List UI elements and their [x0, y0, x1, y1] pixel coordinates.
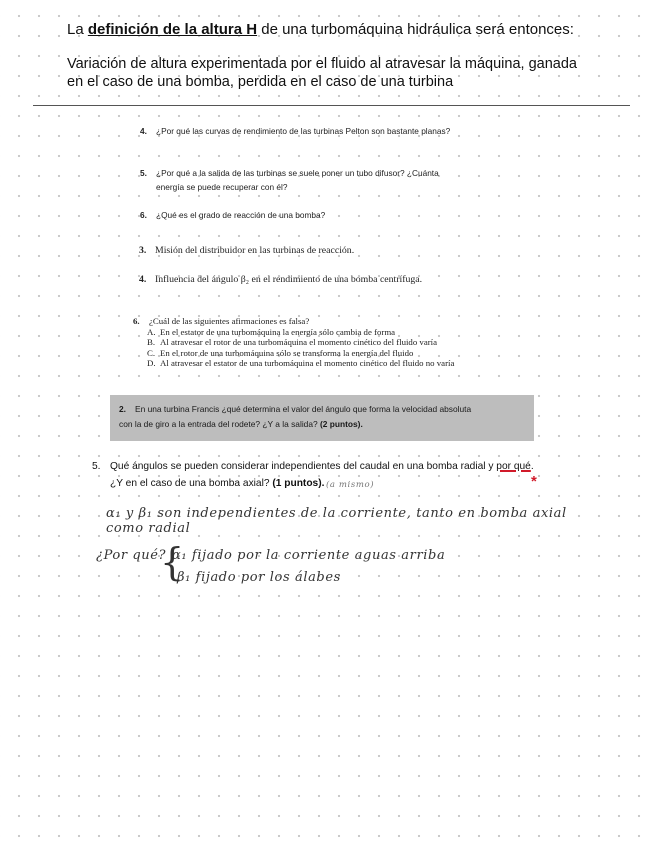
handwritten-reason-2: β₁ fijado por los álabes — [177, 570, 341, 585]
handwritten-reason-1: α₁ fijado por la corriente aguas arriba — [172, 548, 446, 563]
underlined-por-que: por qué — [496, 461, 531, 472]
handwritten-why: ¿Por qué? — [96, 548, 167, 563]
mc-options — [133, 327, 533, 369]
question-5-angles: 5. Qué ángulos se pueden considerar independientes del caudal en una bomba radial y por qué. ¿Y en el caso de una bomba axial? (1 puntos). — [92, 461, 534, 489]
mc-option: D. Al atravesar el estator de una turbomáquina el momento cinético del fluido no varía — [147, 358, 455, 368]
mc-option: B. Al atravesar el rotor de una turbomáquina el momento cinético del fluido varía — [147, 337, 438, 347]
mc-option: C. En el rotor de una turbomáquina sólo se transforma la energía del fluido — [147, 347, 414, 358]
handwritten-answer-line-1: α₁ y β₁ son independientes de la corriente, tanto en bomba axial — [106, 506, 567, 521]
title-prefix: La — [67, 21, 88, 38]
question-4-beta2: 4. Influencia del ángulo β₂ en el rendimiento de una bomba centrífuga. — [139, 274, 423, 285]
question-2-highlighted: 2. En una turbina Francis ¿qué determina el valor del ángulo que forma la velocidad absoluta con la de giro a la entrada del rodete? ¿Y a la salida? (2 puntos). — [110, 395, 534, 441]
page-title — [67, 20, 574, 39]
title-keyword: definición de la altura H — [87, 21, 258, 38]
mc-option: A. En el estator de una turbomáquina la energía sólo cambia de forma — [147, 326, 396, 337]
mc-stem: 6. ¿Cuál de las siguientes afirmaciones es falsa? — [133, 316, 310, 326]
question-4: 4. ¿Por qué las curvas de rendimiento de las turbinas Pelton son bastante planas? — [140, 126, 451, 136]
handwritten-note-small: (a mismo) — [326, 480, 375, 490]
question-3-distributor: 3. Misión del distribuidor en las turbinas de reacción. — [139, 245, 355, 256]
handwritten-answer-line-2: como radial — [106, 521, 191, 536]
divider — [33, 105, 630, 106]
handwritten-brace: { — [160, 540, 185, 584]
question-5-diffuser: 5. ¿Por qué a la salida de las turbinas se suele poner un tubo difusor? ¿Cuánta energía se puede recuperar con él? — [140, 168, 439, 192]
definition-text: Variación de altura experimentada por el fluido al atravesar la máquina, ganada en el caso de una bomba, perdida en el caso de una turbina — [67, 56, 577, 90]
question-6-reaction: 6. ¿Qué es el grado de reacción de una bomba? — [140, 210, 326, 220]
question-6-multiple-choice — [133, 316, 533, 369]
title-suffix: de una turbomáquina hidráulica será entonces: — [257, 21, 574, 38]
red-asterisk-mark: * — [531, 473, 537, 490]
